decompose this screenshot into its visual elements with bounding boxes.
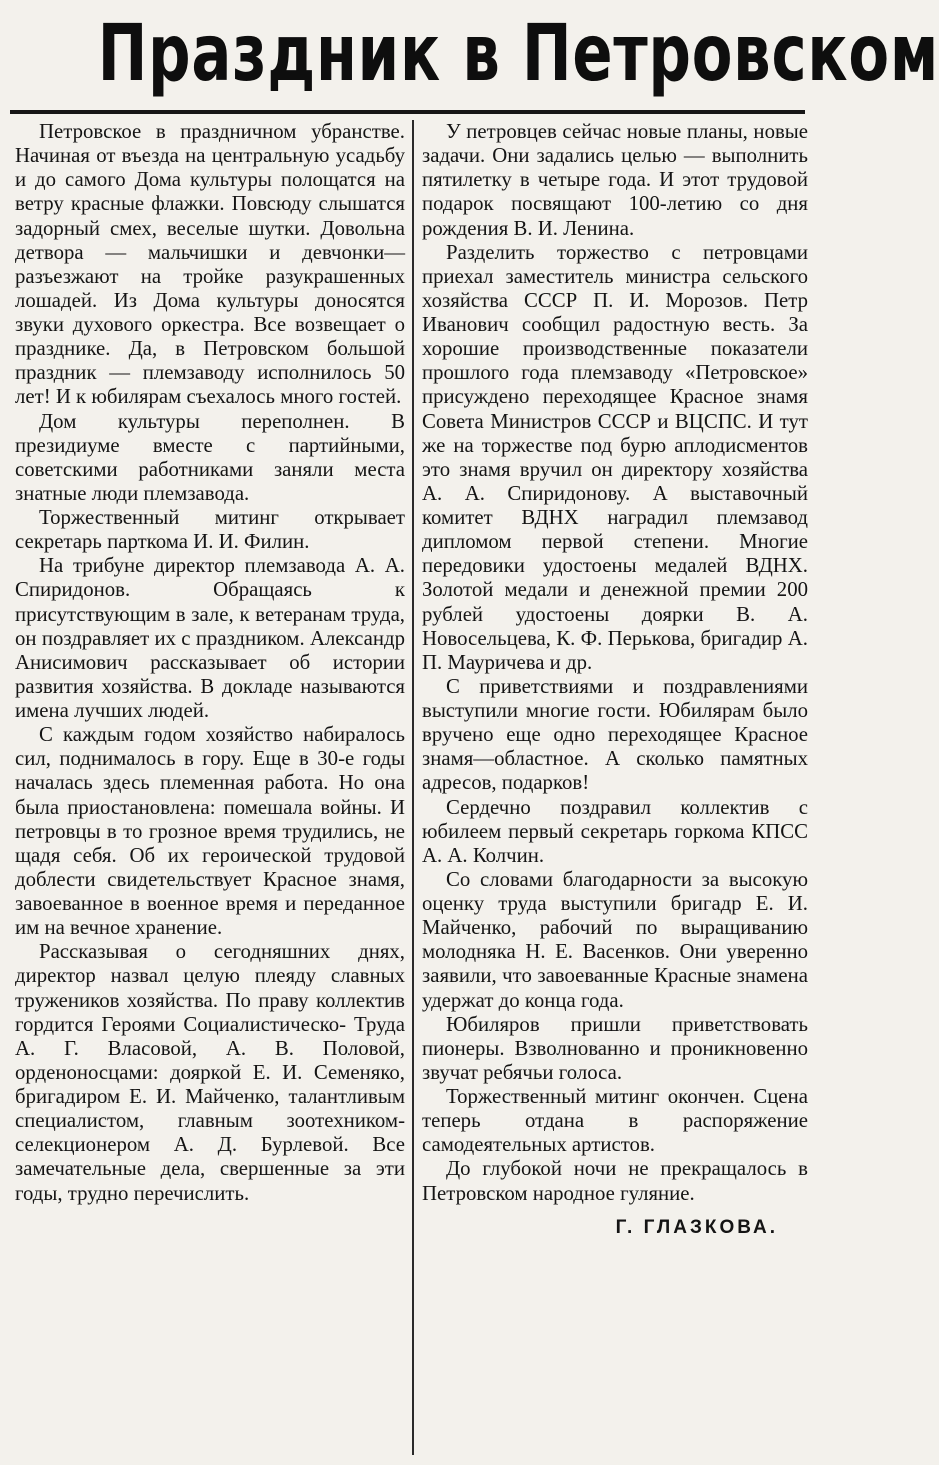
paragraph: С каждым годом хозяйство набиралось сил, поднималось в гору. Еще в 30-е годы началась здесь племенная работа. Но она была приостановлена: помешала войны. И петровцы в то грозное время трудились, не щадя себя. Об их героической трудовой доблести свидетельствует Красное знамя, завоеванное в военное время и переданное им на вечное хранение. — [15, 723, 405, 940]
article-column-right — [422, 120, 808, 1240]
paragraph: Торжественный митинг окончен. Сцена теперь отдана в распоряжение самодеятельных артистов. — [422, 1085, 808, 1157]
paragraph: С приветствиями и поздравлениями выступили многие гости. Юбилярам было вручено еще одно переходящее Красное знамя—областное. А сколько памятных адресов, подарков! — [422, 674, 808, 795]
paragraph: Сердечно поздравил коллектив с юбилеем первый секретарь горкома КПСС А. А. Колчин. — [422, 795, 808, 867]
author-signature: Г. ГЛАЗКОВА. — [615, 1216, 778, 1238]
paragraph: Торжественный митинг открывает секретарь парткома И. И. Филин. — [15, 506, 405, 554]
paragraph: До глубокой ночи не прекращалось в Петровском народное гуляние. — [422, 1157, 808, 1205]
paragraph: Рассказывая о сегодняшних днях, директор назвал целую плеяду славных тружеников хозяйства. По праву коллектив гордится Героями Социалистическо- Труда А. Г. Власовой, А. В. Половой, орденоносцами: дояркой Е. И. Семеняко, бригадиром Е. И. Майченко, талантливым специалистом, главным зоотехником-селекционером А. Д. Бурлевой. Все замечательные дела, свершенные за эти годы, трудно перечислить. — [15, 940, 405, 1205]
paragraph: У петровцев сейчас новые планы, новые задачи. Они задались целью — выполнить пятилетку в четыре года. И этот трудовой подарок посвящают 100-летию со дня рождения В. И. Ленина. — [422, 120, 808, 240]
paragraph: На трибуне директор племзавода А. А. Спиридонов. Обращаясь к присутствующим в зале, к ветеранам труда, он поздравляет их с праздником. Александр Анисимович рассказывает об истории развития хозяйства. В докладе называются имена лучших людей. — [15, 554, 405, 722]
paragraph: Разделить торжество с петровцами приехал заместитель министра сельского хозяйства СССР П. И. Морозов. Петр Иванович сообщил радостную весть. За хорошие производственные показатели прошлого года племзаводу «Петровское» присуждено переходящее Красное знамя Совета Министров СССР и ВЦСПС. И тут же на торжестве под бурю аплодисментов это знамя вручил он директору хозяйства А. А. Спиридонову. А выставочный комитет ВДНХ наградил племзавод дипломом первой степени. Многие передовики удостоены медалей ВДНХ. Золотой медали и денежной премии 200 рублей удостоены доярки В. А. Новосельцева, К. Ф. Перькова, бригадир А. П. Мауричева и др. — [422, 240, 808, 674]
column-divider — [412, 120, 414, 1455]
paragraph: Петровское в праздничном убранстве. Начиная от въезда на центральную усадьбу и до самого Дома культуры полощатся на ветру красные флажки. Повсюду слышатся задорный смех, веселые шутки. Довольна детвора — мальчишки и девчонки—разъезжают на тройке разукрашенных лошадей. Из Дома культуры доносятся звуки духового оркестра. Все возвещает о празднике. Да, в Петровском большой праздник — племзаводу исполнилось 50 лет! И к юбилярам съехалось много гостей. — [15, 120, 405, 409]
paragraph: Со словами благодарности за высокую оценку труда выступили бригадр Е. И. Майченко, рабочий по выращиванию молодняка Н. Е. Васенков. Они уверенно заявили, что завоеванные Красные знамена удержат до конца года. — [422, 867, 808, 1012]
headline-rule — [10, 110, 805, 114]
paragraph: Дом культуры переполнен. В президиуме вместе с партийными, советскими работниками заняли места знатные люди племзавода. — [15, 409, 405, 505]
paragraph: Юбиляров пришли приветствовать пионеры. Взволнованно и проникновенно звучат ребячьи голоса. — [422, 1012, 808, 1084]
article-column-left — [15, 120, 405, 1206]
article-headline: Праздник в Петровском — [97, 9, 939, 99]
